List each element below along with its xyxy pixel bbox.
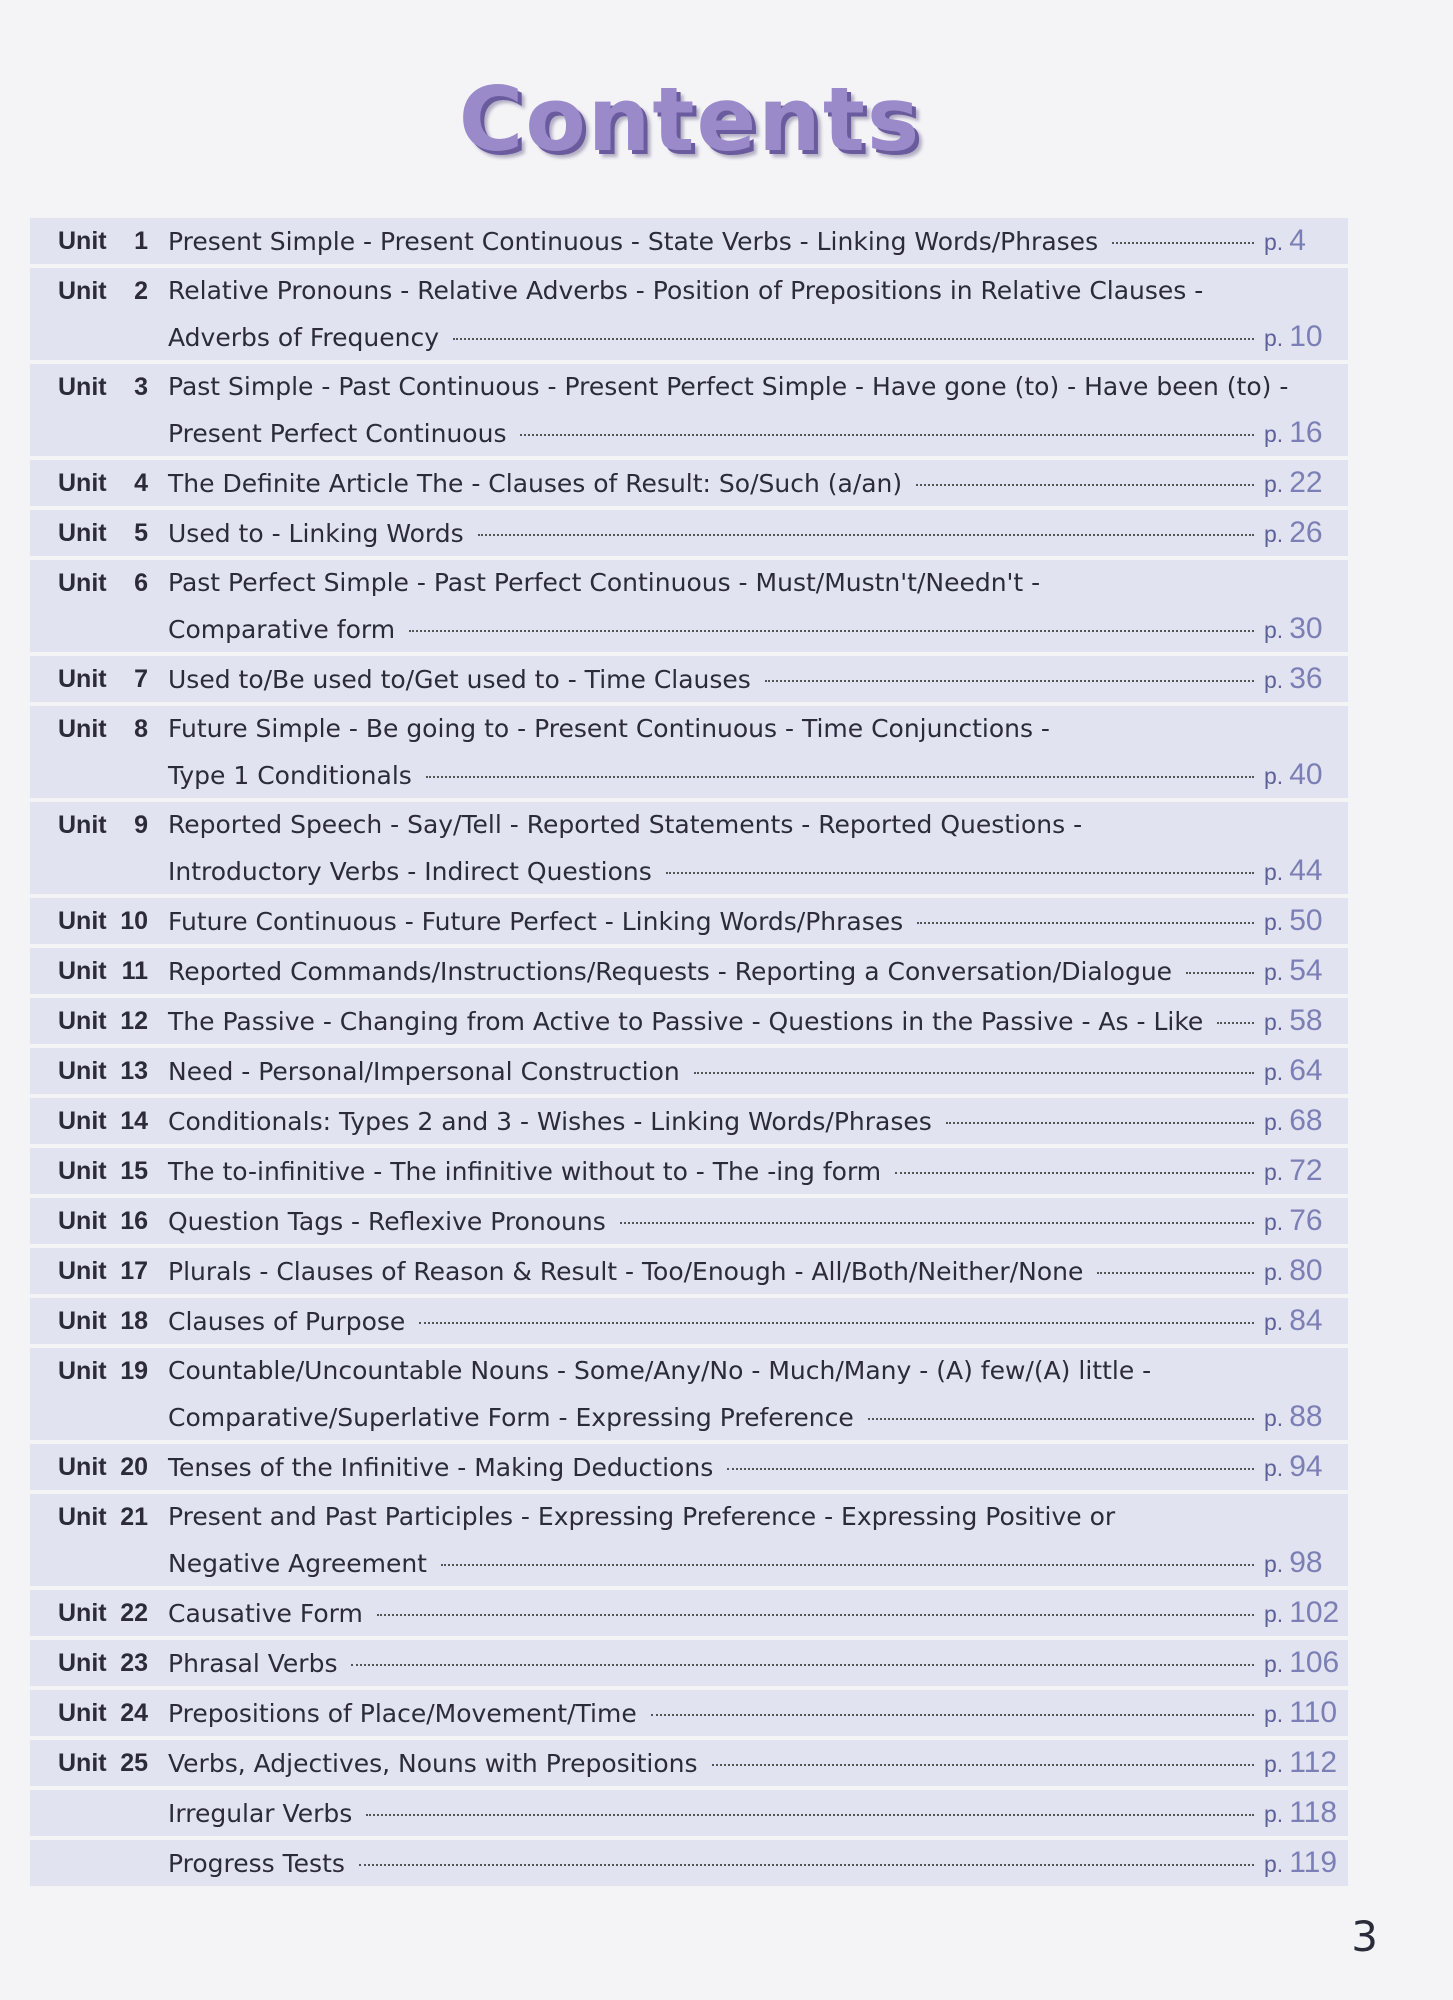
dot-leader (366, 1814, 1254, 1816)
unit-number: 5 (134, 519, 148, 547)
toc-entry (30, 1248, 1348, 1298)
page-ref (1264, 1590, 1348, 1637)
unit-label (30, 364, 148, 410)
page-value: 119 (1289, 1846, 1338, 1879)
page-value: 102 (1289, 1596, 1340, 1629)
unit-word: Unit (58, 1453, 107, 1481)
unit-word: Unit (58, 1257, 107, 1285)
dot-leader (916, 484, 1254, 486)
dot-leader (666, 872, 1254, 874)
toc-entry (30, 1048, 1348, 1098)
toc-entry (30, 706, 1348, 802)
dot-leader (694, 1072, 1254, 1074)
unit-number: 11 (121, 957, 148, 985)
entry-title: Reported Speech - Say/Tell - Reported Statements - Reported Questions - (168, 810, 1083, 839)
unit-number: 7 (134, 665, 148, 693)
page-ref (1264, 656, 1348, 703)
page-ref (1264, 510, 1348, 557)
entry-title: Future Continuous - Future Perfect - Linking Words/Phrases (168, 907, 904, 936)
unit-label (30, 706, 148, 752)
page-value: 36 (1289, 662, 1323, 695)
dot-leader (1112, 242, 1254, 244)
page-value: 80 (1289, 1254, 1323, 1287)
dot-leader (712, 1764, 1255, 1766)
page-prefix: p. (1264, 1851, 1284, 1877)
unit-number: 21 (120, 1503, 148, 1531)
unit-label (30, 656, 148, 702)
unit-number: 2 (134, 277, 148, 305)
page-ref (1264, 606, 1348, 653)
unit-word: Unit (58, 957, 107, 985)
page-prefix: p. (1264, 1309, 1284, 1335)
unit-word: Unit (58, 1649, 107, 1677)
entry-title: Used to/Be used to/Get used to - Time Clauses (168, 665, 751, 694)
dot-leader (359, 1864, 1254, 1866)
dot-leader (895, 1172, 1254, 1174)
toc-entry (30, 560, 1348, 656)
entry-title: Comparative form (168, 615, 396, 644)
unit-label (30, 1444, 148, 1490)
unit-label (30, 218, 148, 264)
entry-title: Type 1 Conditionals (168, 761, 412, 790)
entry-title: Causative Form (168, 1599, 363, 1628)
toc-entry (30, 948, 1348, 998)
page-ref (1264, 848, 1348, 895)
unit-word: Unit (58, 1207, 107, 1235)
unit-number: 18 (120, 1307, 148, 1335)
toc-entry (30, 1098, 1348, 1148)
page-prefix: p. (1264, 1209, 1284, 1235)
dot-leader (478, 534, 1254, 536)
unit-number: 12 (120, 1007, 148, 1035)
page-ref (1264, 1148, 1348, 1195)
page-prefix: p. (1264, 909, 1284, 935)
unit-word: Unit (58, 665, 107, 693)
unit-label (30, 1298, 148, 1344)
page-ref (1264, 314, 1348, 361)
page-value: 10 (1289, 320, 1323, 353)
page-ref (1264, 1298, 1348, 1345)
page-prefix: p. (1264, 667, 1284, 693)
unit-label (30, 898, 148, 944)
unit-number: 19 (120, 1357, 148, 1385)
toc-entry (30, 364, 1348, 460)
page-value: 88 (1289, 1400, 1323, 1433)
page-value: 16 (1289, 416, 1323, 449)
contents-table (30, 218, 1348, 1886)
page-ref (1264, 752, 1348, 799)
page-prefix: p. (1264, 1751, 1284, 1777)
unit-label (30, 1640, 148, 1686)
unit-word: Unit (58, 1157, 107, 1185)
entry-title: Reported Commands/Instructions/Requests - Reporting a Conversation/Dialogue (168, 957, 1173, 986)
unit-word: Unit (58, 1307, 107, 1335)
unit-number: 6 (134, 569, 148, 597)
page-prefix: p. (1264, 617, 1284, 643)
unit-number: 1 (134, 227, 148, 255)
unit-label (30, 1348, 148, 1394)
page-prefix: p. (1264, 1601, 1284, 1627)
unit-number: 9 (134, 811, 148, 839)
dot-leader (946, 1122, 1254, 1124)
dot-leader (917, 922, 1254, 924)
unit-number: 8 (134, 715, 148, 743)
page-ref (1264, 1248, 1348, 1295)
entry-title: Countable/Uncountable Nouns - Some/Any/No - Much/Many - (A) few/(A) little - (168, 1356, 1152, 1385)
entry-title: Phrasal Verbs (168, 1649, 338, 1678)
dot-leader (651, 1714, 1254, 1716)
unit-label (30, 1048, 148, 1094)
dot-leader (409, 630, 1254, 632)
unit-number: 4 (134, 469, 148, 497)
toc-entry (30, 268, 1348, 364)
unit-number: 14 (120, 1107, 148, 1135)
unit-label (30, 268, 148, 314)
dot-leader (453, 338, 1254, 340)
unit-label (30, 802, 148, 848)
dot-leader (765, 680, 1254, 682)
unit-word: Unit (58, 227, 107, 255)
page-value: 72 (1289, 1154, 1323, 1187)
toc-entry (30, 802, 1348, 898)
entry-title: Relative Pronouns - Relative Adverbs - Position of Prepositions in Relative Clauses - (168, 276, 1204, 305)
unit-word: Unit (58, 1749, 107, 1777)
dot-leader (426, 776, 1254, 778)
toc-entry (30, 998, 1348, 1048)
page-value: 112 (1289, 1746, 1338, 1779)
page-prefix: p. (1264, 421, 1284, 447)
entry-title: Need - Personal/Impersonal Construction (168, 1057, 680, 1086)
dot-leader (868, 1418, 1254, 1420)
page-prefix: p. (1264, 325, 1284, 351)
dot-leader (727, 1468, 1254, 1470)
entry-title: Clauses of Purpose (168, 1307, 406, 1336)
page-value: 110 (1289, 1696, 1338, 1729)
page-value: 64 (1289, 1054, 1323, 1087)
page-prefix: p. (1264, 229, 1284, 255)
entry-title: Negative Agreement (168, 1549, 427, 1578)
page-prefix: p. (1264, 1405, 1284, 1431)
dot-leader (441, 1564, 1254, 1566)
entry-title: Past Simple - Past Continuous - Present Perfect Simple - Have gone (to) - Have been (to) - (168, 372, 1289, 401)
unit-number: 24 (120, 1699, 148, 1727)
toc-entry (30, 898, 1348, 948)
page-value: 44 (1289, 854, 1323, 887)
unit-number: 10 (120, 907, 148, 935)
entry-title: Plurals - Clauses of Reason & Result - Too/Enough - All/Both/Neither/None (168, 1257, 1084, 1286)
entry-title: Introductory Verbs - Indirect Questions (168, 857, 652, 886)
page-ref (1264, 1690, 1348, 1737)
unit-label (30, 1690, 148, 1736)
entry-title: Prepositions of Place/Movement/Time (168, 1699, 637, 1728)
unit-number: 15 (120, 1157, 148, 1185)
page-value: 76 (1289, 1204, 1323, 1237)
dot-leader (620, 1222, 1254, 1224)
page-prefix: p. (1264, 1651, 1284, 1677)
unit-label (30, 460, 148, 506)
page-prefix: p. (1264, 959, 1284, 985)
entry-title: Question Tags - Reflexive Pronouns (168, 1207, 606, 1236)
unit-number: 13 (120, 1057, 148, 1085)
dot-leader (377, 1614, 1254, 1616)
unit-label (30, 1494, 148, 1540)
unit-number: 23 (120, 1649, 148, 1677)
unit-word: Unit (58, 1699, 107, 1727)
page-prefix: p. (1264, 1159, 1284, 1185)
entry-title: The Definite Article The - Clauses of Result: So/Such (a/an) (168, 469, 903, 498)
unit-word: Unit (58, 1503, 107, 1531)
page-ref (1264, 1048, 1348, 1095)
unit-label (30, 510, 148, 556)
entry-title: Future Simple - Be going to - Present Continuous - Time Conjunctions - (168, 714, 1050, 743)
toc-entry (30, 1298, 1348, 1348)
dot-leader (1217, 1022, 1254, 1024)
unit-word: Unit (58, 277, 107, 305)
entry-title: Conditionals: Types 2 and 3 - Wishes - Linking Words/Phrases (168, 1107, 932, 1136)
entry-title: Irregular Verbs (168, 1799, 353, 1828)
unit-word: Unit (58, 715, 107, 743)
unit-label (30, 1590, 148, 1636)
unit-label (30, 1098, 148, 1144)
page-value: 94 (1289, 1450, 1323, 1483)
entry-title: The to-infinitive - The infinitive without to - The -ing form (168, 1157, 882, 1186)
page-value: 22 (1289, 466, 1323, 499)
unit-word: Unit (58, 1599, 107, 1627)
page-prefix: p. (1264, 1551, 1284, 1577)
dot-leader (1186, 972, 1254, 974)
toc-entry (30, 1148, 1348, 1198)
page-ref (1264, 1394, 1348, 1441)
page-number: 3 (1351, 1912, 1378, 1961)
page-ref (1264, 1740, 1348, 1787)
unit-word: Unit (58, 1057, 107, 1085)
page-prefix: p. (1264, 1259, 1284, 1285)
unit-word: Unit (58, 569, 107, 597)
entry-title: Present Perfect Continuous (168, 419, 507, 448)
unit-label (30, 948, 148, 994)
page-value: 84 (1289, 1304, 1323, 1337)
unit-number: 17 (120, 1257, 148, 1285)
toc-entry (30, 1690, 1348, 1740)
toc-entry (30, 1740, 1348, 1790)
toc-entry (30, 1640, 1348, 1690)
unit-word: Unit (58, 1107, 107, 1135)
page-ref (1264, 1790, 1348, 1837)
page-title: Contents (458, 68, 922, 171)
unit-label (30, 1198, 148, 1244)
unit-number: 22 (120, 1599, 148, 1627)
toc-entry (30, 1790, 1348, 1840)
entry-title: Tenses of the Infinitive - Making Deductions (168, 1453, 714, 1482)
toc-entry (30, 656, 1348, 706)
page-prefix: p. (1264, 1009, 1284, 1035)
toc-entry (30, 1444, 1348, 1494)
page-value: 30 (1289, 612, 1323, 645)
unit-number: 25 (120, 1749, 148, 1777)
dot-leader (520, 434, 1254, 436)
page-prefix: p. (1264, 1455, 1284, 1481)
entry-title: Verbs, Adjectives, Nouns with Prepositions (168, 1749, 698, 1778)
page-value: 54 (1289, 954, 1323, 987)
dot-leader (419, 1322, 1254, 1324)
page-value: 4 (1289, 224, 1306, 257)
unit-word: Unit (58, 907, 107, 935)
unit-number: 3 (134, 373, 148, 401)
entry-title: Progress Tests (168, 1849, 345, 1878)
unit-word: Unit (58, 469, 107, 497)
entry-title: Present and Past Participles - Expressing Preference - Expressing Positive or (168, 1502, 1116, 1531)
page-value: 26 (1289, 516, 1323, 549)
page-ref (1264, 460, 1348, 507)
page-ref (1264, 1540, 1348, 1587)
entry-title: Used to - Linking Words (168, 519, 464, 548)
page-value: 98 (1289, 1546, 1323, 1579)
page-value: 106 (1289, 1646, 1340, 1679)
unit-label (30, 1248, 148, 1294)
toc-entry (30, 1494, 1348, 1590)
toc-entry (30, 460, 1348, 510)
page-prefix: p. (1264, 1059, 1284, 1085)
dot-leader (1097, 1272, 1254, 1274)
entry-title: Comparative/Superlative Form - Expressing Preference (168, 1403, 854, 1432)
unit-number: 20 (120, 1453, 148, 1481)
entry-title: Adverbs of Frequency (168, 323, 440, 352)
page-prefix: p. (1264, 1801, 1284, 1827)
unit-label (30, 1740, 148, 1786)
page-ref (1264, 1198, 1348, 1245)
page-ref (1264, 898, 1348, 945)
page-ref (1264, 1840, 1348, 1887)
page-prefix: p. (1264, 521, 1284, 547)
page-value: 58 (1289, 1004, 1323, 1037)
page-prefix: p. (1264, 471, 1284, 497)
unit-word: Unit (58, 1007, 107, 1035)
page-ref (1264, 1444, 1348, 1491)
page-ref (1264, 410, 1348, 457)
page-value: 40 (1289, 758, 1323, 791)
unit-word: Unit (58, 373, 107, 401)
unit-word: Unit (58, 811, 107, 839)
unit-label (30, 560, 148, 606)
toc-entry (30, 218, 1348, 268)
unit-word: Unit (58, 1357, 107, 1385)
page-ref (1264, 1640, 1348, 1687)
unit-label (30, 998, 148, 1044)
entry-title: Present Simple - Present Continuous - State Verbs - Linking Words/Phrases (168, 227, 1099, 256)
entry-title: The Passive - Changing from Active to Passive - Questions in the Passive - As - Like (168, 1007, 1204, 1036)
page-ref (1264, 948, 1348, 995)
toc-entry (30, 1198, 1348, 1248)
entry-title: Past Perfect Simple - Past Perfect Continuous - Must/Mustn't/Needn't - (168, 568, 1041, 597)
toc-entry (30, 1840, 1348, 1886)
toc-entry (30, 510, 1348, 560)
toc-entry (30, 1590, 1348, 1640)
unit-label (30, 1148, 148, 1194)
toc-entry (30, 1348, 1348, 1444)
page-prefix: p. (1264, 1701, 1284, 1727)
page-prefix: p. (1264, 1109, 1284, 1135)
page-ref (1264, 218, 1348, 265)
unit-word: Unit (58, 519, 107, 547)
page-value: 50 (1289, 904, 1323, 937)
dot-leader (351, 1664, 1254, 1666)
page-ref (1264, 1098, 1348, 1145)
page-value: 118 (1289, 1796, 1338, 1829)
page-prefix: p. (1264, 763, 1284, 789)
page-ref (1264, 998, 1348, 1045)
page-value: 68 (1289, 1104, 1323, 1137)
page-prefix: p. (1264, 859, 1284, 885)
unit-number: 16 (120, 1207, 148, 1235)
